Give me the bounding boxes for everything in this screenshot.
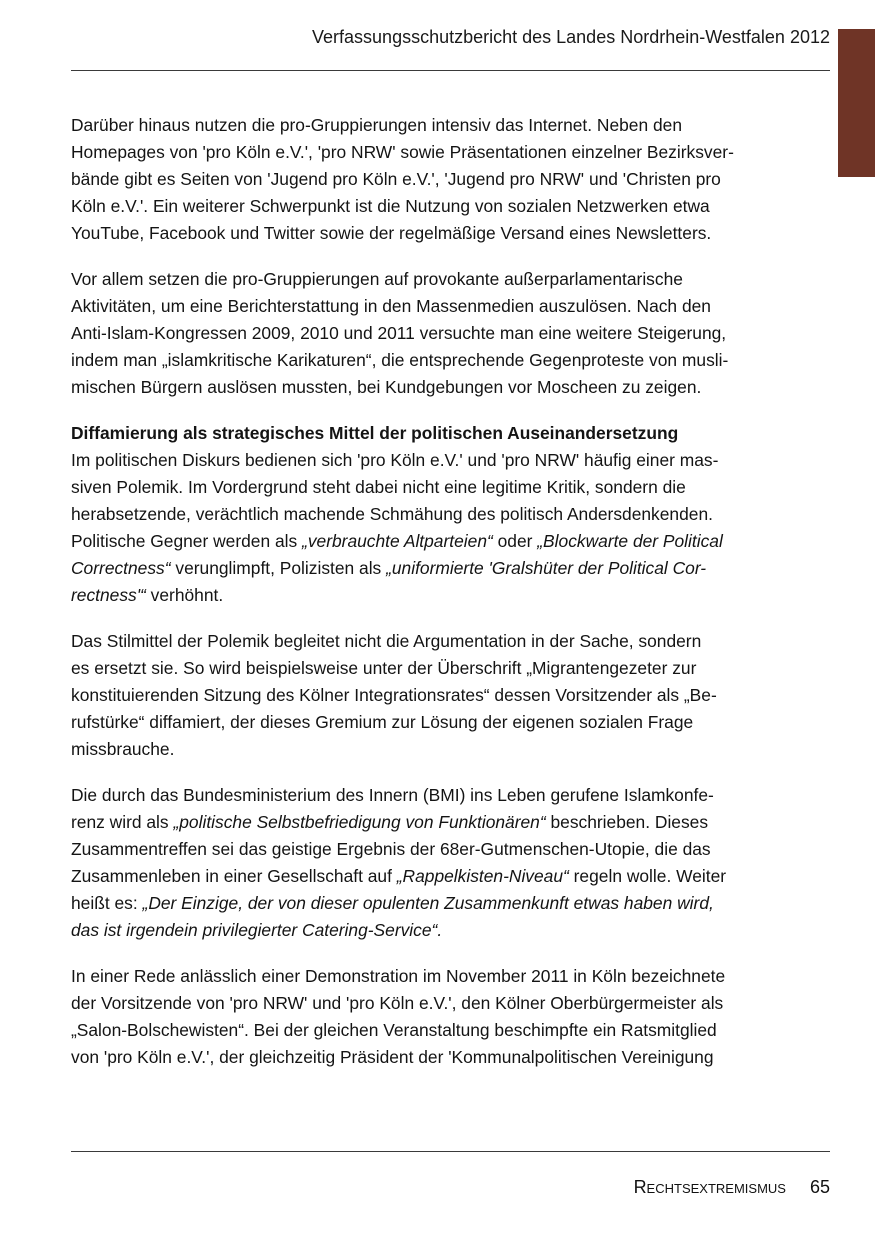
paragraph-islamkonferenz [71,782,801,944]
text-line: konstituierenden Sitzung des Kölner Integrationsrates“ dessen Vorsitzender als „Be- [71,685,717,705]
text-run: oder [492,531,538,551]
text-line: Köln e.V.'. Ein weiterer Schwerpunkt ist die Nutzung von sozialen Netzwerken etwa [71,196,710,216]
text-line: siven Polemik. Im Vordergrund steht dabei nicht eine legitime Kritik, sondern die [71,477,686,497]
paragraph-stylistic [71,628,801,763]
text-line: In einer Rede anlässlich einer Demonstration im November 2011 in Köln bezeichnete [71,966,726,986]
text-run: regeln wolle. Weiter [568,866,727,886]
quote-run: „politische Selbstbefriedigung von Funktionären“ [173,812,546,832]
text-line: Darüber hinaus nutzen die pro-Gruppierungen intensiv das Internet. Neben den [71,115,682,135]
quote-run: Correctness“ [71,558,171,578]
text-run: Zusammenleben in einer Gesellschaft auf [71,866,397,886]
quote-run: „verbrauchte Altparteien“ [302,531,493,551]
text-line: Aktivitäten, um eine Berichterstattung in den Massenmedien auszulösen. Nach den [71,296,711,316]
footer-rule [71,1151,830,1152]
text-line: Zusammentreffen sei das geistige Ergebnis der 68er-Gutmenschen-Utopie, die das [71,839,711,859]
quote-run: „Der Einzige, der von dieser opulenten Zusammenkunft etwas haben wird, [142,893,714,913]
text-line: Die durch das Bundesministerium des Innern (BMI) ins Leben gerufene Islamkonfe- [71,785,714,805]
quote-run: „Rappelkisten-Niveau“ [396,866,569,886]
text-line: „Salon-Bolschewisten“. Bei der gleichen Veranstaltung beschimpfte ein Ratsmitglied [71,1020,717,1040]
text-line [71,890,801,917]
paragraph-activities [71,266,801,401]
text-line: das ist irgendein privilegierter Catering-Service“. [71,920,443,940]
paragraph-internet [71,112,801,247]
page-body [71,112,801,1090]
text-line: indem man „islamkritische Karikaturen“, die entsprechende Gegenproteste von musli- [71,350,729,370]
text-line: mischen Bürgern auslösen mussten, bei Kundgebungen vor Moscheen zu zeigen. [71,377,702,397]
paragraph-demonstration [71,963,801,1071]
quote-run: „uniformierte 'Gralshüter der Political Cor- [386,558,707,578]
text-line: Homepages von 'pro Köln e.V.', 'pro NRW' sowie Präsentationen einzelner Bezirksver- [71,142,734,162]
text-line: Vor allem setzen die pro-Gruppierungen auf provokante außerparlamentarische [71,269,683,289]
text-run: renz wird als [71,812,174,832]
text-line [71,582,801,609]
text-line: rufstürke“ diffamiert, der dieses Gremium zur Lösung der eigenen sozialen Frage [71,712,694,732]
section-heading: Diffamierung als strategisches Mittel der politischen Auseinandersetzung [71,423,679,443]
text-run: heißt es: [71,893,143,913]
header-rule [71,70,830,71]
text-run: verhöhnt. [145,585,224,605]
chapter-tab-marker [838,29,875,177]
text-line: herabsetzende, verächtlich machende Schmähung des politisch Andersdenkenden. [71,504,713,524]
text-line [71,528,801,555]
footer-section-label: Rechtsextremismus [633,1177,786,1197]
text-line: YouTube, Facebook und Twitter sowie der regelmäßige Versand eines Newsletters. [71,223,712,243]
text-line: Im politischen Diskurs bedienen sich 'pro Köln e.V.' und 'pro NRW' häufig einer mas- [71,450,719,470]
text-line: von 'pro Köln e.V.', der gleichzeitig Präsident der 'Kommunalpolitischen Vereinigung [71,1047,714,1067]
text-run: Politische Gegner werden als [71,531,303,551]
quote-run: „Blockwarte der Political [537,531,723,551]
text-line [71,809,801,836]
text-line: es ersetzt sie. So wird beispielsweise unter der Überschrift „Migrantengezeter zur [71,658,697,678]
text-line: Anti-Islam-Kongressen 2009, 2010 und 2011 versuchte man eine weitere Steigerung, [71,323,727,343]
text-line: Das Stilmittel der Polemik begleitet nicht die Argumentation in der Sache, sondern [71,631,702,651]
quote-run: rectness'“ [71,585,146,605]
text-line: bände gibt es Seiten von 'Jugend pro Köln e.V.', 'Jugend pro NRW' und 'Christen pro [71,169,721,189]
text-run: beschrieben. Dieses [545,812,709,832]
text-run: verunglimpft, Polizisten als [170,558,387,578]
header-title: Verfassungsschutzbericht des Landes Nordrhein-Westfalen 2012 [312,27,830,47]
text-line: missbrauche. [71,739,175,759]
paragraph-polemic [71,447,801,609]
page-footer [634,1175,830,1199]
page-number: 65 [809,1177,830,1197]
text-line: der Vorsitzende von 'pro NRW' und 'pro Köln e.V.', den Kölner Oberbürgermeister als [71,993,724,1013]
text-line [71,863,801,890]
text-line [71,555,801,582]
